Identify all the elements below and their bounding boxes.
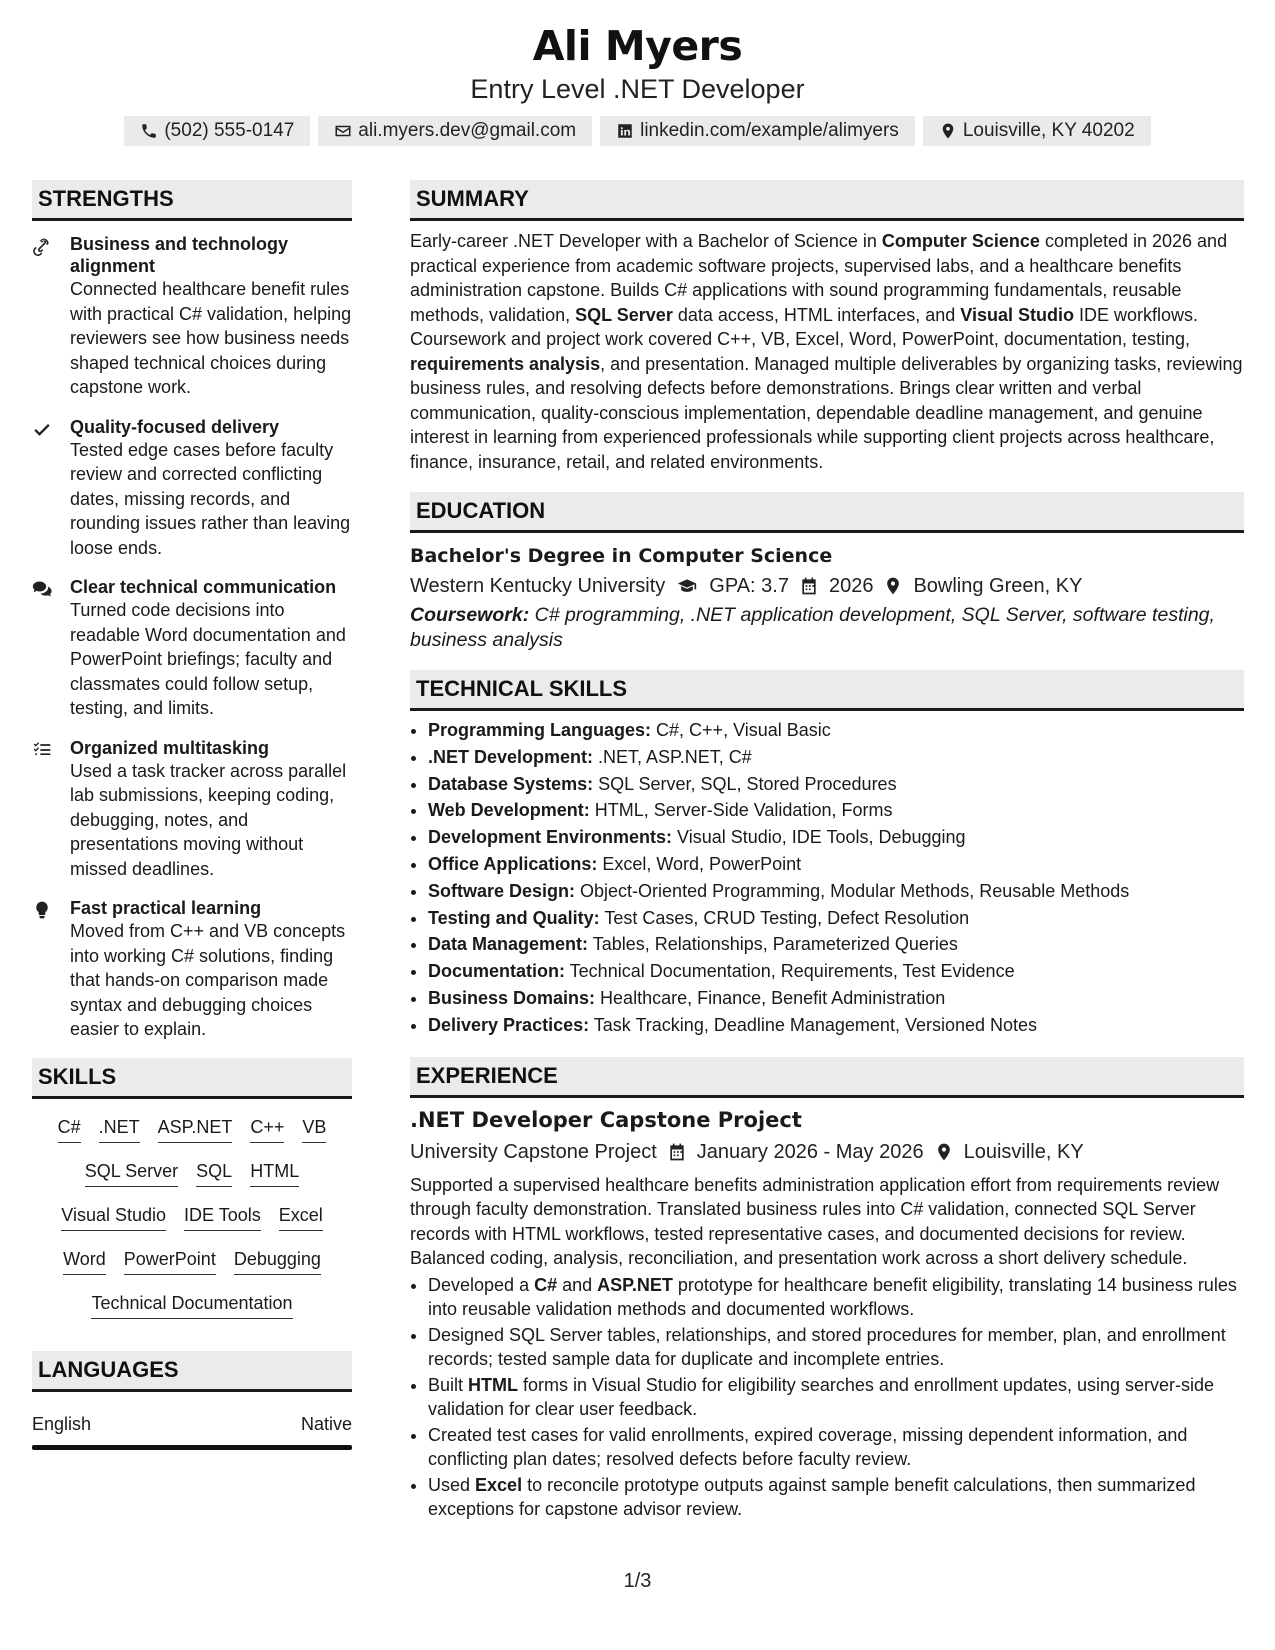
linkedin-icon: [616, 122, 634, 140]
job-title: .NET Developer Capstone Project: [410, 1107, 802, 1132]
strength-item: [32, 897, 352, 1042]
map-pin-icon: [939, 122, 957, 140]
skill-tag: PowerPoint: [124, 1247, 216, 1275]
school-name: Western Kentucky University: [410, 575, 666, 597]
envelope-icon: [334, 122, 352, 140]
lightbulb-icon: [32, 900, 52, 920]
left-column: [32, 180, 352, 1450]
right-column: [410, 180, 1244, 1540]
phone-text: (502) 555-0147: [164, 120, 295, 141]
skills-heading: SKILLS: [32, 1058, 352, 1099]
skill-tag: C++: [250, 1115, 284, 1143]
location-text: Louisville, KY 40202: [962, 120, 1135, 141]
experience-bullet: • Built HTML forms in Visual Studio for eligibility searches and enrollment updates, using server-side validation for clear user feedback.: [428, 1373, 1244, 1422]
map-pin-icon: [934, 1142, 954, 1162]
skill-tag: VB: [302, 1115, 326, 1143]
languages-heading: LANGUAGES: [32, 1351, 352, 1392]
technical-skills-heading: TECHNICAL SKILLS: [410, 670, 1244, 711]
linkedin-text: linkedin.com/example/alimyers: [640, 120, 899, 141]
experience-bullet: • Created test cases for valid enrollments, expired coverage, missing dependent information, and conflicting plan dates; resolved defects before faculty review.: [428, 1423, 1244, 1472]
graduation-year: 2026: [828, 575, 874, 597]
strengths-heading: STRENGTHS: [32, 180, 352, 221]
skill-tag: .NET: [99, 1115, 140, 1143]
strengths-list: [32, 233, 352, 1042]
coursework: Coursework: C# programming, .NET application development, SQL Server, software testing, business analysis: [410, 604, 1215, 651]
skill-tag: HTML: [250, 1159, 299, 1187]
task-list-icon: [32, 740, 52, 760]
strength-item: [32, 576, 352, 721]
skill-tag: C#: [58, 1115, 81, 1143]
resume-header: [0, 0, 1275, 146]
strength-title: Clear technical communication: [70, 577, 337, 597]
skill-tag: IDE Tools: [184, 1203, 261, 1231]
experience-bullet: • Used Excel to reconcile prototype outputs against sample benefit calculations, then summarized exceptions for capstone advisor review.: [428, 1473, 1244, 1522]
link-icon: [32, 236, 52, 256]
skill-tag: Visual Studio: [61, 1203, 166, 1231]
comments-icon: [32, 579, 52, 599]
contact-bar: [0, 116, 1275, 146]
contact-email[interactable]: [318, 116, 592, 146]
summary-heading: SUMMARY: [410, 180, 1244, 221]
technical-skill-item: • Testing and Quality: Test Cases, CRUD Testing, Defect Resolution: [428, 905, 1244, 932]
experience-heading: EXPERIENCE: [410, 1057, 1244, 1098]
job-meta: [410, 1137, 1244, 1167]
technical-skill-item: • Delivery Practices: Task Tracking, Deadline Management, Versioned Notes: [428, 1012, 1244, 1039]
technical-skill-item: • .NET Development: .NET, ASP.NET, C#: [428, 744, 1244, 771]
job-location: Louisville, KY: [963, 1140, 1084, 1163]
experience-bullets: [410, 1273, 1244, 1522]
technical-skill-item: • Software Design: Object-Oriented Programming, Modular Methods, Reusable Methods: [428, 878, 1244, 905]
technical-skill-item: • Office Applications: Excel, Word, PowerPoint: [428, 851, 1244, 878]
language-level-bar: [32, 1445, 352, 1450]
calendar-icon: [667, 1142, 687, 1162]
technical-skill-item: • Database Systems: SQL Server, SQL, Stored Procedures: [428, 771, 1244, 798]
strength-desc: Connected healthcare benefit rules with practical C# validation, helping reviewers see how business needs shaped technical choices during capstone work.: [70, 279, 352, 397]
strength-title: Fast practical learning: [70, 898, 262, 918]
strength-item: [32, 233, 352, 400]
strength-title: Business and technology alignment: [70, 234, 289, 276]
graduation-cap-icon: [675, 576, 699, 596]
strength-desc: Used a task tracker across parallel lab submissions, keeping coding, debugging, notes, and presentations moving without missed deadlines.: [70, 760, 347, 879]
technical-skills-list: [410, 717, 1244, 1039]
strength-item: [32, 737, 352, 882]
skill-tag: Word: [63, 1247, 106, 1275]
phone-icon: [140, 122, 158, 140]
technical-skill-item: • Web Development: HTML, Server-Side Validation, Forms: [428, 797, 1244, 824]
language-level: Native: [300, 1413, 352, 1434]
skill-tag: ASP.NET: [158, 1115, 233, 1143]
summary-paragraph: Early-career .NET Developer with a Bachelor of Science in Computer Science completed in 2026 and practical experience from academic software projects, supervised labs, and a healthcare benefits administration capstone. Builds C# applications with sound programming fundamentals, reusable methods, validation, SQL Server data access, HTML interfaces, and Visual Studio IDE workflows. Coursework and project work covered C++, VB, Excel, Word, PowerPoint, documentation, testing, requirements analysis, and presentation. Managed multiple deliverables by organizing tasks, reviewing business rules, and resolving defects before demonstrations. Brings clear written and verbal communication, quality-conscious implementation, dependable deadline management, and genuine interest in learning from experienced professionals while supporting client projects across healthcare, finance, insurance, retail, and related environments.: [410, 231, 1243, 472]
experience-bullet: • Designed SQL Server tables, relationships, and stored procedures for member, plan, and enrollment records; tested sample data for duplicate and incomplete entries.: [428, 1323, 1244, 1372]
job-org: University Capstone Project: [410, 1140, 657, 1163]
skill-tag: SQL: [196, 1159, 232, 1187]
experience-bullet: • Developed a C# and ASP.NET prototype for healthcare benefit eligibility, translating 14 business rules into reusable validation methods and documented workflows.: [428, 1273, 1244, 1322]
skill-tag: Debugging: [234, 1247, 321, 1275]
strength-desc: Tested edge cases before faculty review and corrected conflicting dates, missing records, and rounding issues rather than leaving loose ends.: [70, 439, 351, 558]
checkmark-icon: [32, 419, 52, 439]
map-pin-icon: [883, 576, 903, 596]
job-dates: January 2026 - May 2026: [696, 1140, 924, 1163]
strength-desc: Moved from C++ and VB concepts into working C# solutions, finding that hands-on comparison made syntax and debugging choices easier to explain.: [70, 921, 346, 1039]
strength-desc: Turned code decisions into readable Word documentation and PowerPoint briefings; faculty and classmates could follow setup, testing, and limits.: [70, 600, 346, 718]
technical-skill-item: • Business Domains: Healthcare, Finance, Benefit Administration: [428, 985, 1244, 1012]
contact-phone[interactable]: [124, 116, 310, 146]
job-description: Supported a supervised healthcare benefits administration application effort from requirements review through faculty demonstration. Translated business rules into C# validation, connected SQL Server records with HTML workflows, tested representative cases, and documented decisions for review. Balanced coding, analysis, reconciliation, and presentation work across a short delivery schedule.: [410, 1174, 1220, 1269]
page-number: 1/3: [623, 1570, 652, 1592]
technical-skill-item: • Programming Languages: C#, C++, Visual Basic: [428, 717, 1244, 744]
skill-tag: Excel: [279, 1203, 323, 1231]
education-meta: [410, 571, 1244, 601]
candidate-title: Entry Level .NET Developer: [470, 74, 805, 104]
calendar-icon: [799, 576, 819, 596]
technical-skill-item: • Documentation: Technical Documentation, Requirements, Test Evidence: [428, 958, 1244, 985]
strength-title: Organized multitasking: [70, 737, 270, 758]
language-row: [32, 1412, 352, 1436]
email-text: ali.myers.dev@gmail.com: [358, 120, 577, 141]
education-heading: EDUCATION: [410, 492, 1244, 533]
contact-linkedin[interactable]: [600, 116, 915, 146]
strength-title: Quality-focused delivery: [70, 416, 280, 437]
skills-tag-cloud: [32, 1099, 352, 1319]
skill-tag: Technical Documentation: [91, 1291, 292, 1319]
language-name: English: [32, 1413, 92, 1434]
candidate-name: Ali Myers: [532, 22, 743, 70]
school-location: Bowling Green, KY: [913, 575, 1083, 597]
gpa: GPA: 3.7: [709, 575, 789, 597]
skill-tag: SQL Server: [85, 1159, 178, 1187]
technical-skill-item: • Development Environments: Visual Studio, IDE Tools, Debugging: [428, 824, 1244, 851]
technical-skill-item: • Data Management: Tables, Relationships, Parameterized Queries: [428, 931, 1244, 958]
strength-item: [32, 416, 352, 561]
degree-title: Bachelor's Degree in Computer Science: [410, 545, 833, 567]
contact-location: [923, 116, 1151, 146]
